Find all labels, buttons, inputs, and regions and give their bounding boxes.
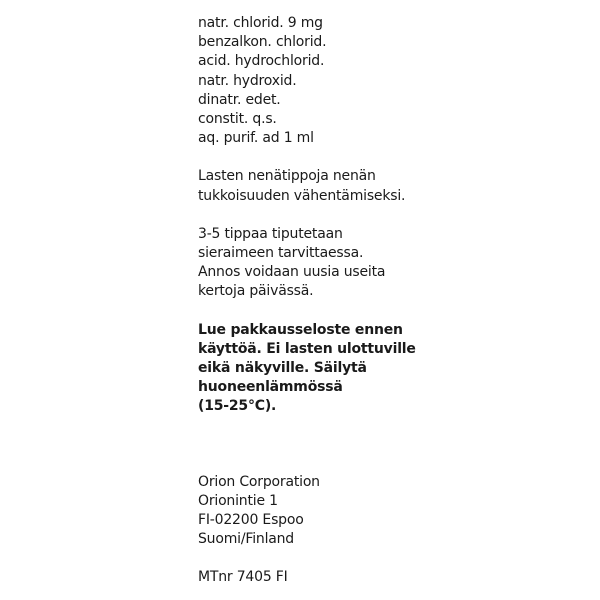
ingredient-line: constit. q.s.: [198, 111, 277, 128]
spacer: [198, 206, 578, 225]
dosage-line: kertoja päivässä.: [198, 283, 314, 300]
dosage-line: Annos voidaan uusia useita: [198, 264, 386, 281]
registration-number: [198, 568, 578, 587]
manufacturer-line: Orionintie 1: [198, 492, 278, 509]
spacer: [198, 148, 578, 167]
manufacturer-address: [198, 473, 578, 550]
dosage-line: sieraimeen tarvittaessa.: [198, 245, 364, 262]
ingredients-list: [198, 14, 578, 148]
spacer: [198, 549, 578, 568]
ingredient-line: natr. hydroxid.: [198, 72, 297, 89]
product-label: [198, 14, 578, 588]
manufacturer-line: Suomi/Finland: [198, 531, 294, 548]
dosage-line: 3-5 tippaa tiputetaan: [198, 225, 343, 242]
ingredient-line: natr. chlorid. 9 mg: [198, 15, 323, 31]
ingredient-line: benzalkon. chlorid.: [198, 34, 327, 51]
spacer: [198, 302, 578, 321]
warning-text: [198, 321, 578, 417]
warning-line: Lue pakkausseloste ennen: [198, 321, 403, 338]
warning-line: eikä näkyville. Säilytä: [198, 360, 367, 377]
warning-line: huoneenlämmössä: [198, 379, 343, 396]
spacer: [198, 417, 578, 473]
ingredient-line: aq. purif. ad 1 ml: [198, 130, 314, 147]
registration-line: MTnr 7405 FI: [198, 569, 288, 586]
indication-line: Lasten nenätippoja nenän: [198, 168, 376, 185]
indication-text: [198, 167, 578, 205]
indication-line: tukkoisuuden vähentämiseksi.: [198, 187, 406, 204]
dosage-text: [198, 225, 578, 302]
ingredient-line: acid. hydrochlorid.: [198, 53, 325, 70]
manufacturer-line: FI-02200 Espoo: [198, 512, 304, 529]
ingredient-line: dinatr. edet.: [198, 91, 281, 108]
warning-line: käyttöä. Ei lasten ulottuville: [198, 340, 416, 357]
warning-line: (15-25°C).: [198, 398, 277, 415]
manufacturer-line: Orion Corporation: [198, 473, 320, 490]
